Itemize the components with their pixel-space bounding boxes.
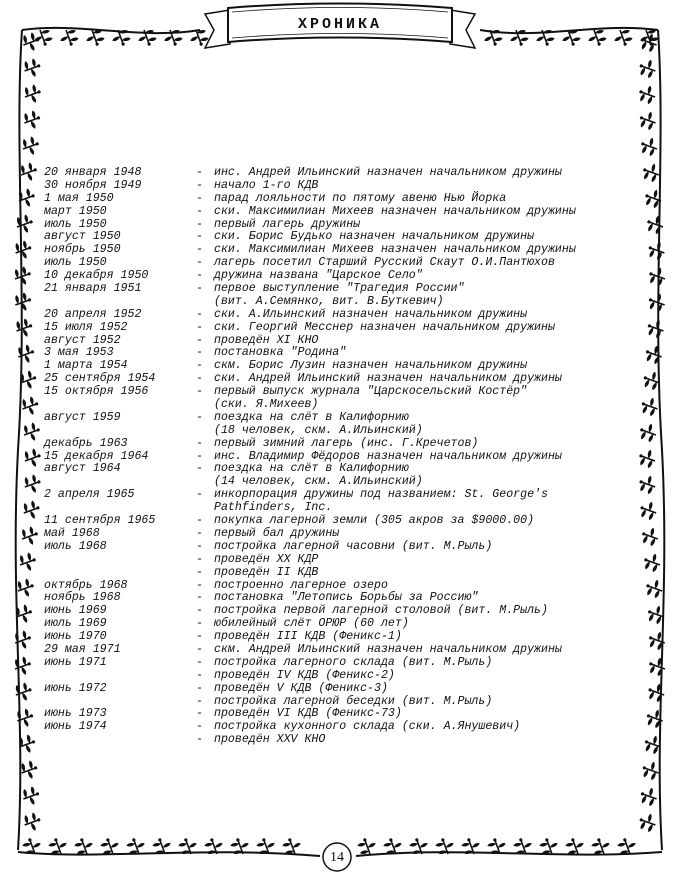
laurel-sprig-icon bbox=[643, 343, 665, 366]
laurel-sprig-icon bbox=[434, 835, 457, 857]
laurel-sprig-icon bbox=[646, 291, 668, 314]
entry-date: май 1968 bbox=[44, 526, 100, 540]
laurel-sprig-icon bbox=[22, 57, 44, 80]
entry-dash: - bbox=[196, 462, 203, 476]
timeline-entry bbox=[44, 425, 644, 438]
entry-dash: - bbox=[196, 385, 203, 399]
laurel-sprig-icon bbox=[644, 707, 666, 730]
timeline-entry bbox=[44, 683, 644, 696]
entry-dash: - bbox=[196, 307, 203, 321]
entry-dash: - bbox=[196, 642, 203, 656]
entry-text: проведён IV КДВ (Феникс-2) bbox=[214, 668, 395, 682]
entry-date: июнь 1974 bbox=[44, 720, 107, 734]
laurel-sprig-icon bbox=[162, 27, 185, 49]
entry-date: июль 1950 bbox=[44, 256, 107, 270]
laurel-sprig-icon bbox=[646, 265, 668, 288]
entry-dash: - bbox=[196, 591, 203, 605]
timeline-entry bbox=[44, 554, 644, 567]
entry-text: проведён II КДВ bbox=[214, 565, 319, 579]
entry-date: 30 ноября 1949 bbox=[44, 178, 142, 192]
timeline-entry bbox=[44, 193, 644, 206]
laurel-sprig-icon bbox=[460, 835, 483, 857]
laurel-sprig-icon bbox=[13, 317, 35, 340]
page-number: 14 bbox=[330, 850, 344, 865]
entry-text: ски. Борис Будько назначен начальником дружины bbox=[214, 230, 535, 244]
entry-date: июль 1968 bbox=[44, 539, 107, 553]
entry-dash: - bbox=[196, 217, 203, 231]
entry-date: июнь 1973 bbox=[44, 707, 107, 721]
entry-dash: - bbox=[196, 320, 203, 334]
entry-date: декабрь 1963 bbox=[44, 436, 128, 450]
entry-date: июнь 1970 bbox=[44, 630, 107, 644]
entry-dash: - bbox=[196, 707, 203, 721]
entry-text: юбилейный слёт ОРЮР (60 лет) bbox=[214, 617, 409, 631]
laurel-sprig-icon bbox=[637, 811, 659, 834]
laurel-sprig-icon bbox=[229, 835, 252, 857]
entry-text: постройка лагерной беседки (вит. М.Рыль) bbox=[214, 694, 493, 708]
laurel-sprig-icon bbox=[21, 421, 43, 444]
entry-dash: - bbox=[196, 449, 203, 463]
entry-dash: - bbox=[196, 359, 203, 373]
entry-text: поездка на слёт в Калифорнию bbox=[214, 462, 409, 476]
entry-text: инкорпорация дружины под названием: St. George's bbox=[214, 488, 548, 502]
entry-text: (18 человек, скм. А.Ильинский) bbox=[214, 423, 423, 437]
laurel-sprig-icon bbox=[646, 629, 668, 652]
timeline-entry bbox=[44, 657, 644, 670]
timeline-entry bbox=[44, 670, 644, 683]
timeline-entry bbox=[44, 567, 644, 580]
entry-text: покупка лагерной земли (305 акров за $9000.00) bbox=[214, 514, 535, 528]
entry-text: скм. Андрей Ильинский назначен начальником дружины bbox=[214, 642, 562, 656]
entry-dash: - bbox=[196, 539, 203, 553]
entry-text: ски. Георгий Месснер назначен начальником дружины bbox=[214, 320, 555, 334]
entry-text: проведён III КДВ (Феникс-1) bbox=[214, 630, 402, 644]
laurel-sprig-icon bbox=[19, 395, 41, 418]
entry-text: первый лагерь дружины bbox=[214, 217, 361, 231]
entry-text: первый зимний лагерь (инс. Г.Кречетов) bbox=[214, 436, 479, 450]
timeline-entry bbox=[44, 541, 644, 554]
laurel-sprig-icon bbox=[637, 109, 659, 132]
entry-dash: - bbox=[196, 243, 203, 257]
timeline-entry bbox=[44, 412, 644, 425]
laurel-sprig-icon bbox=[645, 681, 667, 704]
timeline-entry bbox=[44, 734, 644, 747]
entry-dash: - bbox=[196, 733, 203, 747]
entry-dash: - bbox=[196, 526, 203, 540]
timeline-entry bbox=[44, 644, 644, 657]
laurel-sprig-icon bbox=[15, 343, 37, 366]
entry-dash: - bbox=[196, 604, 203, 618]
entry-date: 2 апреля 1965 bbox=[44, 488, 135, 502]
entry-text: проведён V КДВ (Феникс-3) bbox=[214, 681, 388, 695]
entry-dash: - bbox=[196, 617, 203, 631]
entry-date: август 1952 bbox=[44, 333, 121, 347]
timeline-entry bbox=[44, 180, 644, 193]
laurel-sprig-icon bbox=[14, 707, 36, 730]
entry-date: 20 апреля 1952 bbox=[44, 307, 142, 321]
entry-text: постройка первой лагерной столовой (вит. М.Рыль) bbox=[214, 604, 548, 618]
laurel-sprig-icon bbox=[20, 31, 42, 54]
entry-text: постановка "Летопись Борьбы за Россию" bbox=[214, 591, 479, 605]
timeline-entry bbox=[44, 206, 644, 219]
laurel-sprig-icon bbox=[636, 83, 658, 106]
entry-date: 15 октября 1956 bbox=[44, 385, 149, 399]
laurel-sprig-icon bbox=[15, 577, 37, 600]
entry-date: октябрь 1968 bbox=[44, 578, 128, 592]
entry-dash: - bbox=[196, 282, 203, 296]
entry-text: постройка лагерной часовни (вит. М.Рыль) bbox=[214, 539, 493, 553]
entry-dash: - bbox=[196, 410, 203, 424]
entry-date: ноябрь 1950 bbox=[44, 243, 121, 257]
laurel-sprig-icon bbox=[534, 27, 557, 49]
entry-text: дружина названа "Царское Село" bbox=[214, 269, 423, 283]
entry-dash: - bbox=[196, 514, 203, 528]
laurel-sprig-icon bbox=[13, 681, 35, 704]
laurel-sprig-icon bbox=[12, 291, 34, 314]
entry-dash: - bbox=[196, 720, 203, 734]
timeline-entry bbox=[44, 515, 644, 528]
entry-text: ски. А.Ильинский назначен начальником дружины bbox=[214, 307, 528, 321]
timeline-entry bbox=[44, 721, 644, 734]
laurel-sprig-icon bbox=[612, 27, 635, 49]
entry-dash: - bbox=[196, 204, 203, 218]
entry-text: проведён XX КДР bbox=[214, 552, 319, 566]
entry-text: проведён XI КНО bbox=[214, 333, 319, 347]
laurel-sprig-icon bbox=[18, 759, 40, 782]
entry-date: 1 мая 1950 bbox=[44, 191, 114, 205]
entry-date: август 1950 bbox=[44, 230, 121, 244]
laurel-sprig-icon bbox=[12, 655, 34, 678]
entry-dash: - bbox=[196, 630, 203, 644]
entry-date: июль 1950 bbox=[44, 217, 107, 231]
entry-date: 15 июля 1952 bbox=[44, 320, 128, 334]
entry-dash: - bbox=[196, 166, 203, 179]
entry-date: ноябрь 1968 bbox=[44, 591, 121, 605]
timeline-entry bbox=[44, 283, 644, 296]
laurel-sprig-icon bbox=[638, 785, 660, 808]
entry-text: постройка лагерного склада (вит. М.Рыль) bbox=[214, 655, 493, 669]
laurel-sprig-icon bbox=[17, 551, 39, 574]
entry-text: (14 человек, скм. А.Ильинский) bbox=[214, 475, 423, 489]
laurel-sprig-icon bbox=[32, 27, 55, 49]
entry-date: 15 декабря 1964 bbox=[44, 449, 149, 463]
entry-date: 11 сентября 1965 bbox=[44, 514, 156, 528]
entry-date: 25 сентября 1954 bbox=[44, 372, 156, 386]
laurel-sprig-icon bbox=[18, 161, 40, 184]
timeline-entry bbox=[44, 167, 644, 180]
entry-text: начало 1-го КДВ bbox=[214, 178, 319, 192]
entry-date: июнь 1969 bbox=[44, 604, 107, 618]
entry-dash: - bbox=[196, 565, 203, 579]
laurel-sprig-icon bbox=[12, 265, 34, 288]
entry-date: июнь 1972 bbox=[44, 681, 107, 695]
laurel-sprig-icon bbox=[20, 135, 42, 158]
entry-date: 10 декабря 1950 bbox=[44, 269, 149, 283]
laurel-sprig-icon bbox=[641, 551, 663, 574]
timeline-entry bbox=[44, 438, 644, 451]
timeline-entry bbox=[44, 528, 644, 541]
entry-text: инс. Владимир Фёдоров назначен начальником дружины bbox=[214, 449, 562, 463]
laurel-sprig-icon bbox=[136, 27, 159, 49]
entry-date: август 1959 bbox=[44, 410, 121, 424]
entry-dash: - bbox=[196, 230, 203, 244]
entry-dash: - bbox=[196, 269, 203, 283]
laurel-sprig-icon bbox=[21, 499, 43, 522]
entry-dash: - bbox=[196, 178, 203, 192]
timeline-entry bbox=[44, 309, 644, 322]
entry-date: 20 января 1948 bbox=[44, 166, 142, 179]
laurel-sprig-icon bbox=[638, 31, 660, 54]
entry-dash: - bbox=[196, 668, 203, 682]
laurel-sprig-icon bbox=[646, 655, 668, 678]
entry-text: (вит. А.Семянко, вит. В.Буткевич) bbox=[214, 294, 444, 308]
entry-dash: - bbox=[196, 191, 203, 205]
entry-date: 1 марта 1954 bbox=[44, 359, 128, 373]
laurel-sprig-icon bbox=[22, 447, 44, 470]
entry-dash: - bbox=[196, 436, 203, 450]
entry-text: инс. Андрей Ильинский назначен начальником дружины bbox=[214, 166, 562, 179]
entry-text: первый выпуск журнала "Царскосельский Костёр" bbox=[214, 385, 528, 399]
laurel-sprig-icon bbox=[177, 835, 200, 857]
entry-date: 3 мая 1953 bbox=[44, 346, 114, 360]
laurel-sprig-icon bbox=[637, 57, 659, 80]
laurel-sprig-icon bbox=[19, 525, 41, 548]
entry-dash: - bbox=[196, 346, 203, 360]
entry-text: ски. Максимилиан Михеев назначен начальником дружины bbox=[214, 243, 576, 257]
entry-dash: - bbox=[196, 694, 203, 708]
laurel-sprig-icon bbox=[22, 473, 44, 496]
laurel-sprig-icon bbox=[643, 577, 665, 600]
entry-date: август 1964 bbox=[44, 462, 121, 476]
timeline-entry bbox=[44, 489, 644, 502]
entry-text: лагерь посетил Старший Русский Скаут О.И.Пантюхов bbox=[214, 256, 555, 270]
timeline-entry bbox=[44, 399, 644, 412]
timeline-entry bbox=[44, 386, 644, 399]
entry-dash: - bbox=[196, 552, 203, 566]
laurel-sprig-icon bbox=[22, 83, 44, 106]
laurel-sprig-icon bbox=[13, 239, 35, 262]
laurel-sprig-icon bbox=[508, 27, 531, 49]
entry-text: проведён VI КДВ (Феникс-73) bbox=[214, 707, 402, 721]
entry-date: март 1950 bbox=[44, 204, 107, 218]
laurel-sprig-icon bbox=[14, 213, 36, 236]
entry-text: постановка "Родина" bbox=[214, 346, 347, 360]
entry-text: (ски. Я.Михеев) bbox=[214, 398, 319, 412]
laurel-sprig-icon bbox=[203, 835, 226, 857]
entry-dash: - bbox=[196, 256, 203, 270]
laurel-sprig-icon bbox=[58, 27, 81, 49]
entry-text: ски. Максимилиан Михеев назначен начальником дружины bbox=[214, 204, 576, 218]
entry-text: ски. Андрей Ильинский назначен начальником дружины bbox=[214, 372, 562, 386]
entry-text: первое выступление "Трагедия России" bbox=[214, 282, 465, 296]
chronicle-list bbox=[44, 167, 644, 747]
entry-text: Pathfinders, Inc. bbox=[214, 501, 333, 515]
laurel-sprig-icon bbox=[408, 835, 431, 857]
entry-date: июль 1969 bbox=[44, 617, 107, 631]
entry-text: проведён XXV КНО bbox=[214, 733, 326, 747]
laurel-sprig-icon bbox=[644, 213, 666, 236]
laurel-sprig-icon bbox=[645, 317, 667, 340]
laurel-sprig-icon bbox=[12, 629, 34, 652]
entry-text: скм. Борис Лузин назначен начальником дружины bbox=[214, 359, 528, 373]
laurel-sprig-icon bbox=[638, 135, 660, 158]
entry-dash: - bbox=[196, 372, 203, 386]
entry-date: июнь 1971 bbox=[44, 655, 107, 669]
laurel-sprig-icon bbox=[20, 785, 42, 808]
laurel-sprig-icon bbox=[646, 239, 668, 262]
laurel-sprig-icon bbox=[21, 109, 43, 132]
entry-text: поездка на слёт в Калифорнию bbox=[214, 410, 409, 424]
entry-dash: - bbox=[196, 333, 203, 347]
entry-date: 29 мая 1971 bbox=[44, 642, 121, 656]
entry-text: построенно лагерное озеро bbox=[214, 578, 388, 592]
laurel-sprig-icon bbox=[640, 759, 662, 782]
entry-date: 21 января 1951 bbox=[44, 282, 142, 296]
laurel-sprig-icon bbox=[22, 811, 44, 834]
timeline-entry bbox=[44, 322, 644, 335]
entry-dash: - bbox=[196, 578, 203, 592]
entry-dash: - bbox=[196, 655, 203, 669]
entry-dash: - bbox=[196, 681, 203, 695]
entry-text: постройка кухонного склада (ски. А.Янушевич) bbox=[214, 720, 521, 734]
entry-text: первый бал дружины bbox=[214, 526, 340, 540]
entry-dash: - bbox=[196, 488, 203, 502]
entry-text: парад лояльности по пятому авеню Нью Йорка bbox=[214, 191, 507, 205]
timeline-entry bbox=[44, 296, 644, 309]
page-title: ХРОНИКА bbox=[297, 16, 382, 33]
